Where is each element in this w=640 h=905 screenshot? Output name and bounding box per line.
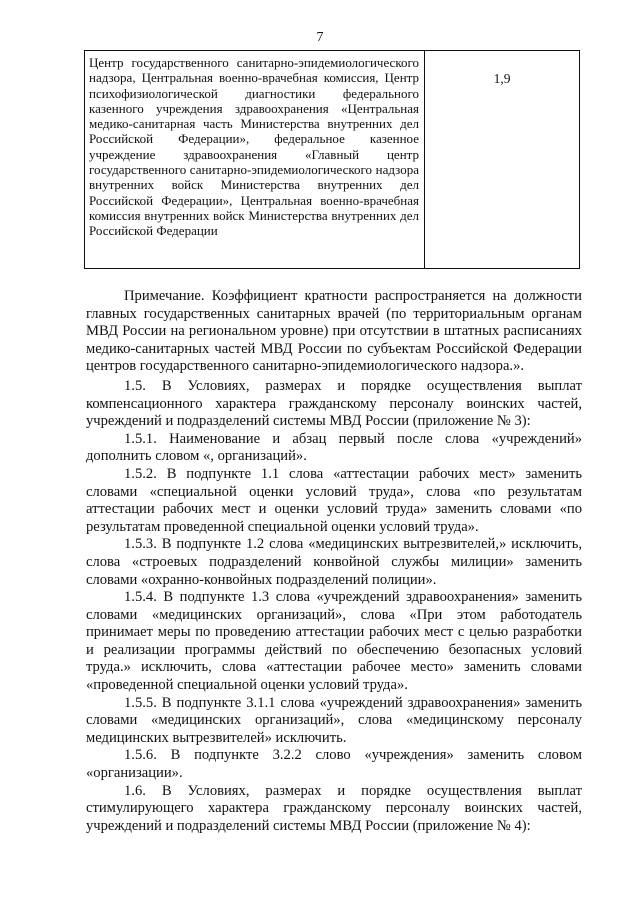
table-cell-coefficient: 1,9 (493, 71, 511, 86)
page-number: 7 (316, 30, 324, 45)
paragraph-1-5-3: 1.5.3. В подпункте 1.2 слова «медицинских вытрезвителей,» исключить, слова «строевых подразделений конвойной службы милиции» заменить словами «охранно-конвойных подразделений полиции». (86, 536, 582, 588)
paragraph-1-5-6: 1.5.6. В подпункте 3.2.2 слово «учреждения» заменить словом «организации». (86, 747, 582, 782)
paragraph-1-5: 1.5. В Условиях, размерах и порядке осуществления выплат компенсационного характера гражданскому персоналу воинских частей, учреждений и подразделений системы МВД России (приложение № 3): (86, 377, 582, 430)
paragraph-1-5-4: 1.5.4. В подпункте 1.3 слова «учреждений здравоохранения» заменить словами «медицинских организаций», слова «При этом работодатель принимает меры по проведению аттестации рабочих мест с целью разработки и реализации программы действий по обеспечению безопасных условий труда.» исключить, слова «аттестации рабочее место» заменить словами «проведенной специальной оценки условий труда». (86, 589, 582, 694)
document-body (86, 288, 582, 835)
paragraph-1-5-2: 1.5.2. В подпункте 1.1 слова «аттестации рабочих мест» заменить словами «специальной оценки условий труда», слова «по результатам аттестации рабочих мест и оценки условий труда» заменить словами «по результатам проведенной специальной оценки условий труда». (86, 465, 582, 535)
note-paragraph: Примечание. Коэффициент кратности распространяется на должности главных государственных санитарных врачей (по территориальным органам МВД России на региональном уровне) при отсутствии в штатных расписаниях медико-санитарных частей МВД России по субъектам Российской Федерации центров государственного санитарно-эпидемиологического надзора.». (86, 288, 582, 375)
paragraph-1-5-1: 1.5.1. Наименование и абзац первый после слова «учреждений» дополнить словом «, организаций». (86, 430, 582, 465)
coefficient-table (84, 50, 580, 269)
paragraph-1-5-5: 1.5.5. В подпункте 3.1.1 слова «учреждений здравоохранения» заменить словами «медицинских организаций», слова «медицинскому персоналу медицинских вытрезвителей» исключить. (86, 694, 582, 746)
table-cell-institutions: Центр государственного санитарно-эпидемиологического надзора, Центральная военно-врачебная комиссия, Центр психофизиологической диагностики федерального казенного учреждения здравоохранения «Центральная медико-санитарная часть Министерства внутренних дел Российской Федерации», федеральное казенное учреждение здравоохранения «Главный центр государственного санитарно-эпидемиологического надзора внутренних войск Министерства внутренних дел Российской Федерации», Центральная военно-врачебная комиссия внутренних войск Министерства внутренних дел Российской Федерации (85, 51, 425, 268)
paragraph-1-6: 1.6. В Условиях, размерах и порядке осуществления выплат стимулирующего характера гражданскому персоналу воинских частей, учреждений и подразделений системы МВД России (приложение № 4): (86, 782, 582, 834)
